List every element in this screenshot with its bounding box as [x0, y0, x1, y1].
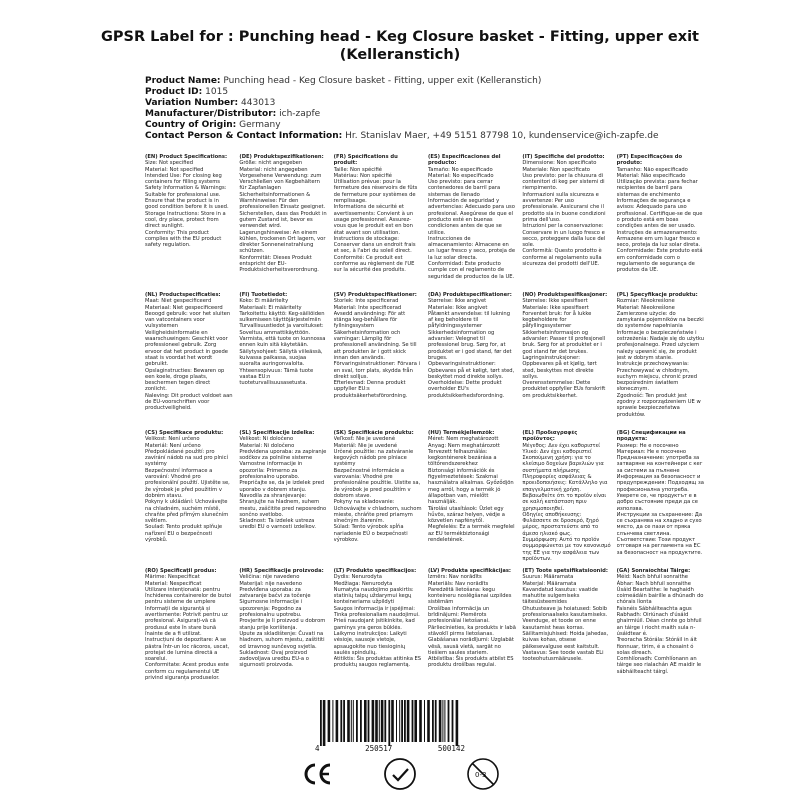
product-info [145, 76, 659, 142]
language-spec-block [145, 154, 233, 286]
language-spec-body: Tamaño: No especificado Material: No especificado Uso previsto: para cerrar contenedores de barril para sistemas de llenado Información de seguridad y advertencias: Adecuado para uso profesional. Asegúrese de que el producto esté en buenas condiciones antes de que se utilice. Instrucciones de almacenamiento: Almacene en un lugar fresco y seco, proteja de la luz solar directa. Conformidad: Este producto cumple con el reglamento de seguridad de productos de la UE. [428, 166, 516, 280]
language-spec-block [145, 568, 233, 700]
product-info-label: Country of Origin: [145, 120, 237, 130]
barcode-digits [315, 744, 465, 753]
language-spec-heading: (ES) Especificaciones del producto: [428, 154, 501, 167]
language-spec-body: Größe: nicht angegeben Material: nicht angegeben Vorgesehene Verwendung: zum Verschließen von Kegbehältern für Zapfanlagen Sicherheitsinformationen & Warnhinweise: Für den professionellen Einsatz geeignet. Sicherstellen, dass das Produkt in gutem Zustand ist, bevor es verwendet wird. Lagerungshinweise: An einem kühlen, trockenen Ort lagern, vor direkter Sonneneinstrahlung schützen. Konformität: Dieses Produkt entspricht der EU-Produktsicherheitsverordnung. [239, 160, 327, 274]
barcode-digit-lead: 4 [315, 744, 320, 753]
product-info-label: Product Name: [145, 76, 221, 86]
language-spec-heading: (NL) Productspecificaties: [145, 292, 221, 298]
language-spec-block [617, 568, 705, 700]
product-info-value: ich-zapfe [279, 109, 321, 119]
language-spec-heading: (CS) Specifikace produktu: [145, 430, 224, 436]
language-spec-heading: (SL) Specifikacije izdelka: [239, 430, 315, 436]
barcode-digit-right: 500142 [437, 744, 465, 753]
page-title: GPSR Label for : Punching head - Keg Closure basket - Fitting, upper exit (Kelleranstich) [100, 29, 699, 63]
compliance-icons [300, 754, 500, 794]
language-spec-heading: (NO) Produktspesifikasjoner: [522, 292, 608, 298]
product-info-row [145, 87, 659, 98]
language-spec-heading: (GA) Sonraíochtaí Táirge: [616, 568, 691, 574]
language-spec-body: Μέγεθος: Δεν έχει καθοριστεί Υλικό: Δεν έχει καθοριστεί Σκοπούμενη χρήση: για το κλείσιμο δοχείων βαρελιών για συστήματα πλήρωσης Πληροφορίες ασφάλειας & προειδοποιήσεις: Κατάλληλο για επαγγελματική χρήση. Βεβαιωθείτε ότι το προϊόν είναι σε καλή κατάσταση πριν χρησιμοποιηθεί. Οδηγίες αποθήκευσης: Φυλάσσετε σε δροσερό, ξηρό μέρος, προστατεύστε από το άμεσο ηλιακό φως. Συμμόρφωση: Αυτό το προϊόν συμμορφώνεται με τον κανονισμό της ΕΕ για την ασφάλεια των προϊόντων. [522, 442, 611, 562]
language-specifications-grid [145, 154, 705, 700]
product-info-value: Punching head - Keg Closure basket - Fitting, upper exit (Kelleranstich) [223, 76, 542, 86]
language-spec-body: Tamanho: Não especificado Material: Não especificado Utilização prevista: para fechar recipientes de barril para sistemas de enchimento Informações de segurança e avisos: Adequado para uso profissional. Certifique-se de que o produto está em boas condições antes de ser usado. Instruções de armazenamento: Armazene em um lugar fresco e seco, proteja da luz solar direta. Conformidade: Este produto está em conformidade com o regulamento de segurança de produtos da UE. [616, 166, 703, 274]
language-spec-heading: (PT) Especificações do produto: [616, 154, 683, 167]
language-spec-block [334, 154, 422, 286]
language-spec-heading: (IT) Specifiche del prodotto: [522, 154, 605, 160]
language-spec-body: Størrelse: Ikke angivet Materiale: Ikke angivet Påtænkt anvendelse: til lukning af keg beholdere til påfyldningssystemer Sikkerhedsinformation og advarsler: Velegnet til professionel brug. Sørg for, at produktet er i god stand, før det bruges. Opbevaringsinstruktioner: Opbevares på et køligt, tørt sted, beskyttet mod direkte sollys. Overholdelse: Dette produkt overholder EU's produktsikkerhedsforordning. [428, 298, 515, 399]
rohs-icon [383, 757, 417, 791]
language-spec-body: Veľkosť: Nie je uvedené Materiál: Nie je uvedené Určené použitie: na zatváranie kegových nádob pre plniace systémy Bezpečnostné informácie a varovania: Vhodné pre profesionálne použitie. Uistite sa, že výrobok je pred použitím v dobrom stave. Pokyny na skladovanie: Uchovávajte v chladnom, suchom mieste, chráňte pred priamym slnečným žiarením. Súlad: Tento výrobok spĺňa nariadenie EÚ o bezpečnosti výrobkov. [333, 436, 422, 544]
language-spec-body: Méret: Nem meghatározott Anyag: Nem meghatározott Tervezett felhasználás: kegkonténerek bezárása a töltőrendszerekhez Biztonsági információk és figyelmeztetések: Szakmai használatra alkalmas. Győződjön meg arról, hogy a termék jó állapotban van, mielőtt használják. Tárolási utasítások: Üzlet egy hűvös, száraz helyen, védje a közvetlen napfénytől. Megfelelés: Ez a termék megfelel az EU termékbiztonsági rendeletének. [428, 436, 515, 544]
product-info-value: 1015 [205, 87, 229, 97]
language-spec-heading: (SV) Produktspecifikationer: [333, 292, 417, 298]
language-spec-block [428, 430, 516, 562]
language-spec-body: Size: Not specified Material: Not specified Intended Use: For closing keg containers for filling systems Safety Information & Warnings: Suitable for professional use. Ensure that the product is in good condition before it is used. Storage Instructions: Store in a cool, dry place, protect from direct sunlight. Conformity: This product complies with the EU product safety regulation. [145, 160, 229, 249]
language-spec-body: Dimensione: Non specificato Materiale: Non specificato Uso previsto: per la chiusura di contenitori di keg per sistemi di riempimento. Informazioni sulla sicurezza e avvertenze: Per uso professionale. Assicurarsi che il prodotto sia in buone condizioni prima dell'uso. Istruzioni per la conservazione: Conservare in un luogo fresco e secco, proteggere dalla luce del sole. Conformità: Questo prodotto è conforme al regolamento sulla sicurezza dei prodotti dell'UE. [522, 160, 606, 268]
language-spec-body: Mărime: Nespecificat Material: Nespecificat Utilizare intenționată: pentru închiderea containerelor de butoi pentru sisteme de umplere Informații de siguranță și avertismente: Potrivit pentru uz profesional. Asigurați-vă că produsul este în stare bună înainte de a fi utilizat. Instrucțiuni de depozitare: A se păstra într-un loc răcoros, uscat, protejat de lumina directă a soarelui. Conformitate: Acest produs este conform cu regulamentul UE privind siguranța produselor. [145, 574, 232, 682]
language-spec-heading: (BG) Спецификации на продукта: [616, 430, 686, 443]
language-spec-body: Izmērs: Nav norādīts Materiāls: Nav norādīts Paredzētā lietošana: kegu konteineru noslēgšanai uzpildes sistēmām Drošības informācija un brīdinājumi: Piemērots profesionālai lietošanai. Pārliecinieties, ka produkts ir labā stāvoklī pirms lietošanas. Glabāšanas norādījumi: Uzglabāt vēsā, sausā vietā, sargāt no tiešiem saules stariem. Atbilstība: Šis produkts atbilst ES produktu drošības regulai. [428, 574, 516, 669]
language-spec-block [617, 154, 705, 286]
language-spec-body: Koko: Ei määritelty Materiaali: Ei määritelty Tarkoitettu käyttö: Keg-säiliöiden sulkemiseen täyttöjärjestelmiin Turvallisuustiedot ja varoitukset: Soveltuu ammattikäyttöön. Varmista, että tuote on kunnossa ennen kuin sitä käytetään. Säilytysohjeet: Säilytä viileässä, kuivassa paikassa, suojaa suoralta auringonvalolta. Yhteensopivuus: Tämä tuote vastaa EU:n tuoteturvallisuusasetusta. [239, 298, 326, 387]
product-info-label: Manufacturer/Distributor: [145, 109, 277, 119]
language-spec-heading: (EL) Προδιαγραφές προϊόντος: [522, 430, 578, 443]
age-warning-label: 0-3 [475, 771, 487, 779]
language-spec-body: Méid: Nach bhfuil sonraithe Ábhar: Nach bhfuil sonraithe Úsáid Beartaithe: le haghaidh coimeádáin bairille a dhúnadh do chórais líonta Faisnéis Sábháilteachta agus Rabhadh: Oiriúnach d'úsáid ghairmiúil. Déan cinnte go bhfuil an táirge i riocht maith sula n-úsáidtear é. Treoracha Stórála: Stóráil in áit fionnuar, tirim, é a chosaint ó solas díreach. Comhlíonadh: Comhlíonann an táirge seo rialachán AE maidir le sábháilteacht táirgí. [616, 574, 704, 675]
language-spec-block [145, 430, 233, 562]
ce-mark-icon [300, 757, 334, 791]
language-spec-block [428, 154, 516, 286]
product-info-row [145, 131, 659, 142]
language-spec-body: Veličina: nije navedeno Materijal: nije navedeno Predviđena uporaba: za zatvaranje bačvi za točenje Sigurnosne informacije i upozorenja: Pogodno za profesionalnu upotrebu. Provjerite je li proizvod u dobrom stanju prije korištenja. Upute za skladištenje: Čuvati na hladnom, suhom mjestu, zaštititi od izravnog sunčevog svjetla. Sukladnost: Ovaj proizvod zadovoljava uredbu EU-a o sigurnosti proizvoda. [239, 574, 326, 669]
language-spec-body: Dydis: Nenurodyta Medžiaga: Nenurodyta Numatyta naudojimo paskirtis: statinių talpų uždarymui kegų konteineriams užpildyti Saugos informacija ir įspėjimai: Tinka profesionaliam naudojimui. Prieš naudojant įsitikinkite, kad gaminys yra geros būklės. Laikymo instrukcijos: Laikyti vėsioje, sausoje vietoje, apsaugokite nuo tiesioginių saulės spindulių. Atitiktis: Šis produktas atitinka ES produktų saugos reglamentą. [333, 574, 422, 669]
language-spec-block [522, 154, 610, 286]
language-spec-body: Velikost: Není určeno Materiál: Není určeno Předpokládané použití: pro zavírání nádob na sud pro plnicí systémy Bezpečnostní informace a varování: Vhodné pro profesionální použití. Ujistěte se, že výrobek je před použitím v dobrém stavu. Pokyny k ukládání: Uchovávejte na chladném, suchém místě, chraňte před přímým slunečním světlem. Soulad: Tento produkt splňuje nařízení EU o bezpečnosti výrobků. [145, 436, 230, 544]
language-spec-block [522, 292, 610, 424]
language-spec-block [334, 430, 422, 562]
language-spec-heading: (DA) Produktspecifikationer: [428, 292, 512, 298]
language-spec-heading: (LV) Produkta specifikācijas: [428, 568, 511, 574]
language-spec-body: Velikost: Ni določeno Material: Ni določeno Predvidena uporaba: za zapiranje sodčkov za polnilne sisteme Varnostne informacije in opozorila: Primerno za profesionalno uporabo. Prepričajte se, da je izdelek pred uporabo v dobrem stanju. Navodila za shranjevanje: Shranjujte na hladnem, suhem mestu, zaščitite pred neposredno sončno svetlobo. Skladnost: Ta izdelek ustreza uredbi EU o varnosti izdelkov. [239, 436, 327, 531]
language-spec-heading: (LT) Produkto specifikacijos: [333, 568, 417, 574]
language-spec-block [239, 292, 327, 424]
language-spec-heading: (PL) Specyfikacje produktu: [616, 292, 698, 298]
language-spec-body: Размер: Не е посочено Материал: Не е посочено Предназначение: употреба за затваряне на контейнери с кег за системи за пълнене Информация за безопасност и предупреждения: Подходящ за професионална употреба. Уверете се, че продуктът е в добро състояние преди да се използва. Инструкции за съхранение: Да се съхранява на хладно и сухо място, да се пази от пряка слънчева светлина. Съответствие: Този продукт отговаря на регламента на ЕС за безопасност на продуктите. [616, 442, 704, 556]
language-spec-heading: (EN) Product Specifications: [145, 154, 228, 160]
product-info-row [145, 120, 659, 131]
language-spec-block [239, 430, 327, 562]
product-info-label: Contact Person & Contact Information: [145, 131, 343, 141]
language-spec-block [239, 568, 327, 700]
barcode [318, 700, 460, 746]
language-spec-heading: (FR) Spécifications du produit: [333, 154, 398, 167]
product-info-value: 443013 [241, 98, 276, 108]
product-info-value: Hr. Stanislav Maer, +49 5151 87798 10, kundenservice@ich-zapfe.de [345, 131, 659, 141]
language-spec-body: Rozmiar: Nieokreślone Materiał: Nieokreślone Zamierzone użycie: do zamykania pojemników na beczki do systemów napełniania Informacje o bezpieczeństwie i ostrzeżenia: Nadaje się do użytku profesjonalnego. Przed użyciem należy upewnić się, że produkt jest w dobrym stanie. Instrukcje przechowywania: Przechowywać w chłodnym, suchym miejscu, chronić przed bezpośrednim światłem słonecznym. Zgodność: Ten produkt jest zgodny z rozporządzeniem UE w sprawie bezpieczeństwa produktów. [616, 298, 704, 418]
language-spec-block [522, 568, 610, 700]
language-spec-heading: (SK) Špecifikácie produktu: [333, 430, 414, 436]
language-spec-block [428, 292, 516, 424]
language-spec-block [617, 430, 705, 562]
language-spec-body: Taille: Non spécifié Matériau: Non spécifié Utilisation prévue: pour la fermeture des réservoirs de fûts de fermeture pour systèmes de remplissage. Informations de sécurité et avertissements: Convient à un usage professionnel. Assurez-vous que le produit est en bon état avant son utilisation. Instructions de stockage: Conserver dans un endroit frais et sec, à l'abri du soleil direct. Conformité: Ce produit est conforme au règlement de l'UE sur la sécurité des produits. [333, 166, 418, 274]
language-spec-block [428, 568, 516, 700]
language-spec-body: Størrelse: Ikke spesifisert Materiale: Ikke spesifisert Forventet bruk: for å lukke kegbeholdere for påfyllingssystemer Sikkerhetsinformasjon og advarsler: Passer til profesjonell bruk. Sørg for at produktet er i god stand før det brukes. Lagringsinstruksjoner: Oppbevares på et kjølig, tørt sted, beskyttes mot direkte sollys. Overensstemmelse: Dette produktet oppfyller EUs forskrift om produktsikkerhet. [522, 298, 606, 399]
language-spec-block [334, 568, 422, 700]
product-info-label: Variation Number: [145, 98, 239, 108]
language-spec-heading: (ET) Toote spetsifikatsioonid: [522, 568, 608, 574]
age-warning-0-3-icon [466, 757, 500, 791]
language-spec-heading: (DE) Produktspezifikationen: [239, 154, 324, 160]
product-info-label: Product ID: [145, 87, 203, 97]
language-spec-heading: (HR) Specifikacije proizvoda: [239, 568, 324, 574]
product-info-row [145, 98, 659, 109]
language-spec-body: Suurus: Määramata Materjal: Määramata Kavandatud kasutus: vaatide mahutite sulgemiseks täitesüsteemides Ohutusteave ja hoiatused: Sobib professionaalseks kasutamiseks. Veenduge, et toode on enne kasutamist heas korras. Säilitamisjuhised: Hoida jahedas, kuivas kohas, otsese päikesevalguse eest kaitstult. Vastavus: See toode vastab ELi tooteohutusmäärusele. [522, 574, 609, 663]
product-info-row [145, 76, 659, 87]
language-spec-block [145, 292, 233, 424]
language-spec-body: Maat: Niet gespecificeerd Materiaal: Niet gespecificeerd Beoogd gebruik: voor het sluiten van vatcontainers voor vulsystemen Veiligheidsinformatie en waarschuwingen: Geschikt voor professioneel gebruik. Zorg ervoor dat het product in goede staat is voordat het wordt gebruikt. Opslaginstructies: Bewaren op een koele, droge plaats, beschermen tegen direct zonlicht. Naleving: Dit product voldoet aan de EU-voorschriften voor productveiligheid. [145, 298, 233, 412]
product-info-value: Germany [239, 120, 281, 130]
product-info-row [145, 109, 659, 120]
language-spec-heading: (FI) Tuotetiedot: [239, 292, 288, 298]
language-spec-heading: (RO) Specificații produs: [145, 568, 217, 574]
language-spec-block [334, 292, 422, 424]
language-spec-block [617, 292, 705, 424]
language-spec-block [239, 154, 327, 286]
language-spec-block [522, 430, 610, 562]
barcode-digit-left: 250517 [365, 744, 393, 753]
language-spec-heading: (HU) Termékjellemzők: [428, 430, 495, 436]
barcode-icon [318, 700, 460, 746]
language-spec-body: Storlek: Inte specificerad Material: Inte specificerad Avsedd användning: För att stänga keg-behållare för fyllningssystem Säkerhetsinformation och varningar: Lämplig för professionell användning. Se till att produkten är i gott skick innan den används. Förvaringsinstruktioner: Förvara i en sval, torr plats, skydda från direkt solljus. Efterlevnad: Denna produkt uppfyller EU:s produktsäkerhetsförordning. [333, 298, 421, 399]
